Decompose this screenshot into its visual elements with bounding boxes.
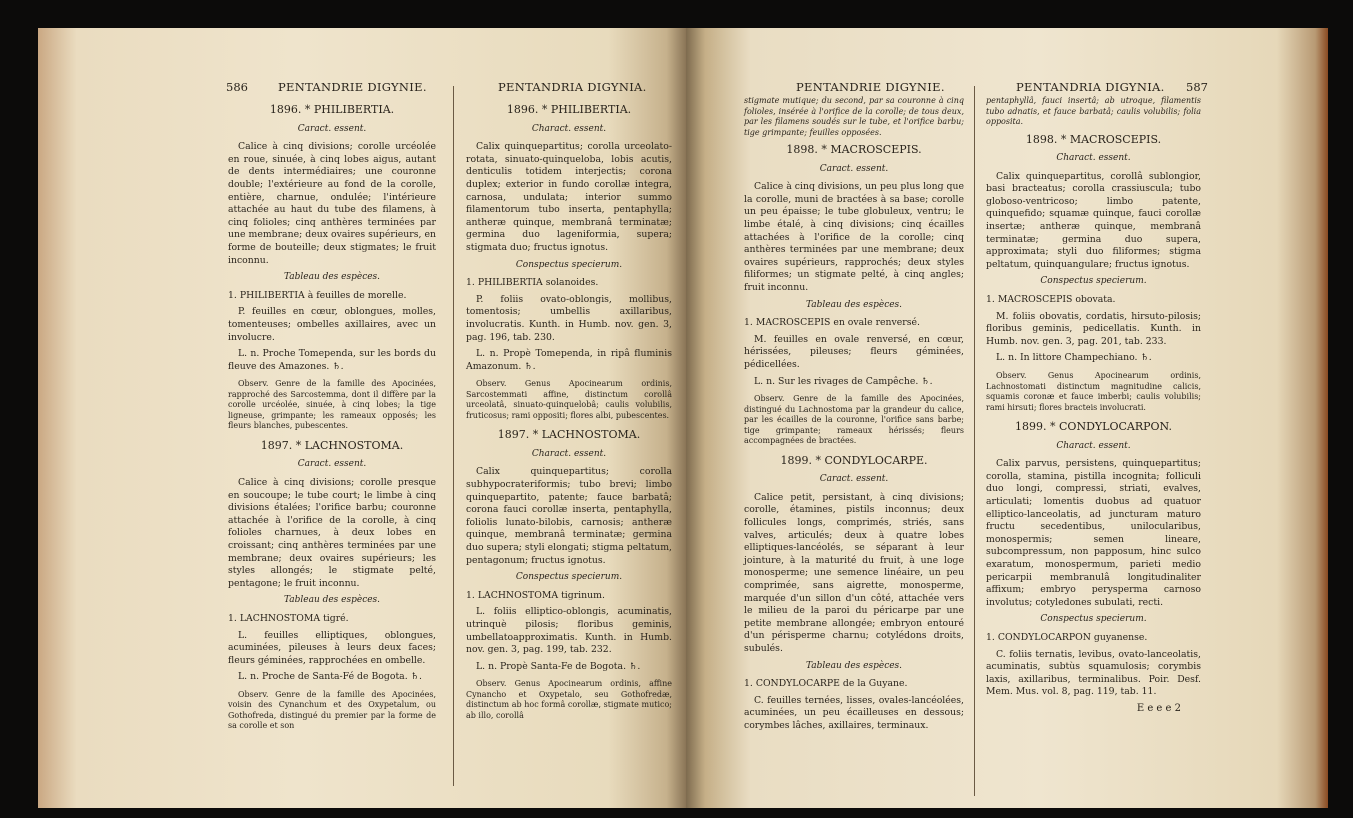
running-head-la: PENTANDRIA DIGYNIA. [498,80,647,94]
species-name: 1. CONDYLOCARPON guyanense. [986,631,1148,643]
latin-column [986,96,1201,715]
genus-description: Calice à cinq divisions; corolle presque en soucoupe; le tube court; le limbe à cinq divisions étalées; l'orifice barbu; couronne attachée à l'orifice de la corolle, à cinq folioles charnues, à deux lobes en croissant; cinq anthères terminées par une membrane; deux ovaires supérieurs; les styles allongés; le stigmate pelté, pentagone; le fruit inconnu. [228,476,436,589]
species-name: 1. LACHNOSTOMA tigré. [228,612,349,624]
section-caption: Tableau des espèces. [283,595,381,606]
french-column [228,98,436,740]
section-caption: Caract. essent. [297,459,367,470]
continued-note: pentaphyllâ, fauci insertâ; ab utroque, filamentis tubo adnatis, et fauce barbatâ; caulis volubilis; folia opposita. [986,96,1201,126]
column-rule [453,86,454,786]
section-caption: Tableau des espèces. [283,272,381,283]
species-locality: L. n. In littore Champechiano. ♄. [996,352,1152,364]
species-description: M. foliis obovatis, cordatis, hirsuto-pilosis; floribus geminis, pedicellatis. Kunth. in Humb. nov. gen. 3, pag. 201, tab. 233. [986,310,1201,347]
column-rule [974,86,975,796]
species-description: L. feuilles elliptiques, oblongues, acuminées, pileuses à leurs deux faces; fleurs géminées, rapprochées en ombelle. [228,629,436,666]
section-caption: Charact. essent. [531,448,607,459]
running-head-la: PENTANDRIA DIGYNIA. [1016,80,1165,94]
genus-title: 1898. * MACROSCEPIS. [1025,132,1162,146]
genus-description: Calix quinquepartitus; corolla urceolato-rotata, sinuato-quinqueloba, lobis acutis, denticulis totidem interjectis; corona duplex; exterior in fundo corollæ integra, carnosa, undulata; interior summo filamentorum tubo inserta, pentaphylla; antheræ quinque, membranâ terminatæ; germina duo lageniformia, supera; stigmata duo; fructus ignotus. [466,141,672,253]
page-number: 586 [226,80,248,94]
genus-description: Calix quinquepartitus; corolla subhypocrateriformis; tubo brevi; limbo quinquepartito, patente; fauce barbatâ; corona fauci corollæ inserta, pentaphylla, foliolis lunato-bilobis, carnosis; antheræ quinque, membranâ terminatæ; germina duo supera; styli elongati; stigma peltatum, pentagonum; fructus ignotus. [466,466,672,566]
section-caption: Charact. essent. [531,123,607,134]
section-caption: Tableau des espèces. [805,660,903,671]
genus-title: 1896. * PHILIBERTIA. [506,103,632,116]
genus-description: Calix quinquepartitus, corollâ sublongior, basi bracteatus; corolla crassiuscula; tubo globoso-ventricoso; limbo patente, quinquefido; squamæ quinque, fauci corollæ insertæ; antheræ quinque, membranâ terminatæ; germina duo supera, approximata; styli duo filiformes; stigma peltatum, quinquangulare; fructus ignotus. [986,170,1201,270]
genus-title: 1899. * CONDYLOCARPON. [1015,420,1172,433]
genus-description: Calix parvus, persistens, quinquepartitus; corolla, stamina, pistilla incognita; folliculi duo longi, compressi, striati, evalves, articulati; lomentis duobus ad quatuor elliptico-lanceolatis, ad juncturam maturo fructu secedentibus, unilocularibus, monospermis; semen lineare, subcompressum, non papposum, hinc sulco exaratum, monospermum, parieti medio pericarpii membranulâ longitudinaliter affixum; embryo perysperma carnoso involutus; cotyledones subulati, recti. [986,458,1201,608]
section-caption: Conspectus specierum. [1040,614,1147,625]
species-description: P. feuilles en cœur, oblongues, molles, tomenteuses; ombelles axillaires, avec un involucre. [228,306,436,343]
species-name: 1. CONDYLOCARPE de la Guyane. [744,678,908,690]
species-locality: L. n. Propè Santa-Fe de Bogota. ♄. [476,660,641,672]
genus-title: 1898. * MACROSCEPIS. [786,143,922,156]
section-caption: Caract. essent. [297,123,367,134]
species-description: C. feuilles ternées, lisses, ovales-lancéolées, acuminées, un peu écailleuses en dessous; corymbes lâches, axillaires, terminaux. [744,694,964,731]
observation: Observ. Genus Apocinearum ordinis, Sarcostemmati affine, distinctum corollâ urceolatâ, sinuato-quinquelobâ; caulis volubilis, fruticosus; rami oppositi; flores albi, pubescentes. [466,379,672,420]
genus-title: 1899. * CONDYLOCARPE. [780,453,928,467]
genus-description: Calice petit, persistant, à cinq divisions; corolle, étamines, pistils inconnus; deux follicules longs, comprimés, striés, sans valves, articulés; deux à quatre lobes elliptiques-lancéolés, se séparant à leur jointure, à la maturité du fruit, à une loge monosperme; une semence linéaire, un peu comprimée, sans aigrette, monosperme, marquée d'un sillon d'un côté, attachée vers le milieu de la paroi du péricarpe par une petite membrane allongée; embryon entouré d'un périsperme charnu; cotylédons droits, subulés. [744,491,964,654]
species-description: L. foliis elliptico-oblongis, acuminatis, utrinquè pilosis; floribus geminis, umbellatoapproximatis. Kunth. in Humb. nov. gen. 3, pag. 199, tab. 232. [466,606,672,656]
right-page [686,28,1328,808]
genus-title: 1897. * LACHNOSTOMA. [260,438,404,452]
species-description: M. feuilles en ovale renversé, en cœur, hérissées, pileuses; fleurs géminées, pédicellées. [744,333,964,370]
continued-note: stigmate mutique; du second, par sa couronne à cinq folioles, insérée à l'orifice de la corolle; de tous deux, par les filamens soudés sur le tube, et l'orifice barbu; tige grimpante; feuilles opposées. [744,96,964,137]
species-name: 1. PHILIBERTIA solanoides. [466,277,599,289]
observation: Observ. Genre de la famille des Apocinées, voisin des Cynanchum et des Oxypetalum, ou Gothofreda, distingué du premier par la forme de sa corolle et son [228,689,436,731]
observation: Observ. Genus Apocinearum ordinis, Lachnostomati distinctum magnitudine calicis, squamis coronæ et fauce imberbi; caulis volubilis; rami hirsuti; flores bracteis involucrati. [986,371,1201,412]
section-caption: Conspectus specierum. [515,259,623,270]
signature-mark: E e e e 2 [1136,702,1181,714]
left-page [38,28,686,808]
section-caption: Charact. essent. [1056,440,1131,451]
species-name: 1. PHILIBERTIA à feuilles de morelle. [228,289,407,301]
species-name: 1. LACHNOSTOMA tigrinum. [466,589,605,601]
running-head-fr: PENTANDRIE DIGYNIE. [796,80,945,94]
genus-title: 1897. * LACHNOSTOMA. [497,428,641,442]
species-locality: L. n. Proche Tomependa, sur les bords du fleuve des Amazones. ♄. [228,348,436,372]
open-book [38,28,1328,808]
observation: Observ. Genus Apocinearum ordinis, affine Cynancho et Oxypetalo, seu Gothofredæ, distinctum ab hoc formâ corollæ, stigmate mutico; ab illo, corollâ [466,679,672,720]
section-caption: Charact. essent. [1056,153,1131,164]
species-description: C. foliis ternatis, levibus, ovato-lanceolatis, acuminatis, subtùs squamulosis; corymbis laxis, axillaribus, terminalibus. Poir. Desf. Mem. Mus. vol. 8, pag. 119, tab. 11. [986,648,1201,698]
french-column [744,96,964,736]
latin-column [466,98,672,729]
genus-description: Calice à cinq divisions; corolle urcéolée en roue, sinuée, à cinq lobes aigus, autant de dents intermédiaires; une couronne double; l'extérieure au fond de la corolle, entière, charnue, ondulée; l'intérieure attachée au haut du tube des filamens, à cinq folioles; cinq anthères terminées par une membrane; deux ovaires supérieurs, en forme de bouteille; deux stigmates; le fruit inconnu. [228,141,436,266]
section-caption: Caract. essent. [819,163,889,174]
section-caption: Conspectus specierum. [515,572,623,583]
species-description: P. foliis ovato-oblongis, mollibus, tomentosis; umbellis axillaribus, involucratis. Kunth. in Humb. nov. gen. 3, pag. 196, tab. 230. [466,293,672,343]
observation: Observ. Genre de la famille des Apocinées, distingué du Lachnostoma par la grandeur du calice, par les écailles de la couronne, l'orifice sans barbe; tige grimpante; rameaux hérissés; fleurs accompagnées de bractées. [744,394,964,446]
page-number: 587 [1186,80,1208,94]
species-locality: L. n. Propè Tomependa, in ripâ fluminis Amazonum. ♄. [466,348,672,372]
section-caption: Tableau des espèces. [805,299,903,310]
running-head-fr: PENTANDRIE DIGYNIE. [278,80,427,94]
species-name: 1. MACROSCEPIS en ovale renversé. [744,317,920,329]
species-name: 1. MACROSCEPIS obovata. [986,294,1116,306]
section-caption: Conspectus specierum. [1040,276,1147,287]
genus-description: Calice à cinq divisions, un peu plus long que la corolle, muni de bractées à sa base; corolle un peu épaisse; le tube globuleux, ventru; le limbe étalé, à cinq divisions; cinq écailles attachées à l'orifice de la corolle; cinq anthères terminées par une membrane; deux ovaires supérieurs, rapprochés; deux styles filiformes; un stigmate pelté, à cinq angles; fruit inconnu. [744,181,964,293]
section-caption: Caract. essent. [819,474,889,485]
species-locality: L. n. Sur les rivages de Campêche. ♄. [754,375,933,387]
genus-title: 1896. * PHILIBERTIA. [269,103,395,116]
observation: Observ. Genre de la famille des Apocinées, rapproché des Sarcostemma, dont il diffère par la corolle urcéolée, sinuée, à cinq lobes; la tige ligneuse, grimpante; les rameaux opposés; les fleurs blanches, pubescentes. [228,379,436,431]
species-locality: L. n. Proche de Santa-Fé de Bogota. ♄. [238,671,422,683]
